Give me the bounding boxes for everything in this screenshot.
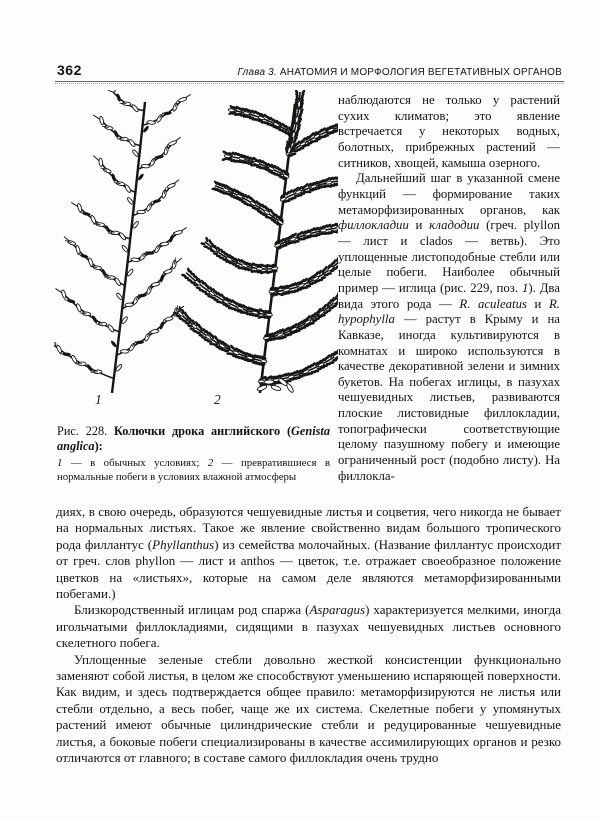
page-number: 362 bbox=[57, 62, 82, 78]
text-segment: и bbox=[527, 296, 549, 311]
text-segment: 1 bbox=[57, 457, 63, 469]
text-segment: диях, в свою очередь, образуются чешуевидные листья и соцветия, чего никогда не бывает на нормальных листьях. Такое же явление свойственно видам большого тропического рода филлантус ( bbox=[56, 504, 561, 552]
text-segment: Phyllanthus bbox=[152, 536, 215, 552]
figure-position-labels bbox=[54, 392, 338, 410]
header-rule-shadow bbox=[55, 83, 564, 84]
right-text-column bbox=[338, 93, 560, 484]
figure-caption bbox=[57, 424, 330, 454]
figure-label-2: 2 bbox=[214, 392, 221, 407]
text-segment: Asparagus bbox=[309, 602, 366, 618]
text-segment: 2 bbox=[207, 457, 214, 469]
text-segment: ( bbox=[280, 424, 292, 438]
text-segment: — растут в Крыму и на Кавказе, иногда культивируются в комнатах и широко используются в качестве декоративной зелени и зимних букетов. На побегах иглицы, в пазухах чешуевидных листьев, развиваются плоские листовидные филлокладии, топографически соответствующие целому пазушному побегу и имеющие ограниченный рост (подобно листу). На филлокла- bbox=[338, 312, 560, 483]
chapter-heading bbox=[237, 67, 562, 78]
chapter-title: АНАТОМИЯ И МОРФОЛОГИЯ ВЕГЕТАТИВНЫХ ОРГАНОВ bbox=[276, 67, 562, 78]
chapter-label: Глава 3. bbox=[237, 67, 277, 78]
text-segment: ): bbox=[94, 439, 103, 453]
text-segment: и bbox=[408, 218, 430, 233]
text-segment: Genista anglica bbox=[57, 424, 330, 453]
text-segment: наблюдаются не только у растений сухих климатов; это явление встречается у некоторых водных, болотных, прибрежных растений — ситников, хвощей, камыша озерного. bbox=[338, 93, 560, 170]
page-header bbox=[57, 58, 562, 78]
figure-label-1: 1 bbox=[95, 392, 102, 407]
header-rule bbox=[55, 81, 564, 82]
bottom-text-block bbox=[56, 504, 561, 767]
text-segment: Колючки дрока английского bbox=[113, 424, 281, 438]
paragraph bbox=[338, 171, 560, 484]
text-segment: ). Два вида этого рода — bbox=[338, 280, 560, 311]
text-segment: (греч. plyllon — лист и clados — ветвь). Это уплощенные листоподобные стебли или целые побеги. Наиболее обычный пример — иглица (рис. 229, поз. bbox=[338, 218, 560, 295]
paragraph bbox=[56, 504, 561, 602]
text-segment: Близкородственный иглицам род спаржа ( bbox=[74, 602, 310, 618]
text-segment: 1 bbox=[521, 280, 529, 295]
text-segment: R. hypophylla bbox=[338, 296, 560, 327]
paragraph bbox=[56, 602, 561, 651]
text-segment: ) характеризуется мелкими, иногда игольчатыми филлокладиями, сидящими в пазухах чешуевидных листьев основного скелетного побега. bbox=[56, 602, 561, 651]
text-segment: — в обычных условиях; bbox=[62, 457, 208, 469]
paragraph bbox=[338, 93, 560, 171]
text-segment: филлокладии bbox=[338, 218, 409, 233]
text-segment: Уплощенные зеленые стебли довольно жесткой консистенции функционально заменяют собой листья, в целом же способствуют уменьшению испаряющей поверхности. Как видим, и здесь подтверждается общее правило: метаморфизируются не листья или стебли отдельно, а весь побег, чаще же их система. Скелетные побеги у упомянутых растений имеют обычные цилиндрические стебли и редуцированные чешуевидные листья, а боковые побеги специализированы в качестве ассимилирующих органов и резко отличаются от главного; в составе самого филлокладия очень трудно bbox=[56, 651, 561, 766]
text-segment: Дальнейший шаг в указанной смене функций — формирование таких метаморфизированных органов, как bbox=[338, 171, 560, 217]
botanical-illustration bbox=[54, 90, 338, 398]
figure-legend bbox=[57, 457, 330, 484]
text-segment: — превратившиеся в нормальные побеги в условиях влажной атмосферы bbox=[57, 457, 330, 483]
text-segment: Рис. 228. bbox=[57, 424, 114, 438]
text-segment: ) из семейства молочайных. (Название филлантус происходит от греч. слов phyllon — лист и anthos — цветок, т.е. отражает своеобразное положение цветков на «листьях», которые на самом деле являются метаморфизированными побегами.) bbox=[56, 536, 562, 602]
text-segment: кладодии bbox=[429, 218, 480, 233]
figure-228 bbox=[54, 90, 338, 416]
paragraph bbox=[56, 652, 561, 767]
text-segment: R. aculeatus bbox=[459, 296, 527, 311]
